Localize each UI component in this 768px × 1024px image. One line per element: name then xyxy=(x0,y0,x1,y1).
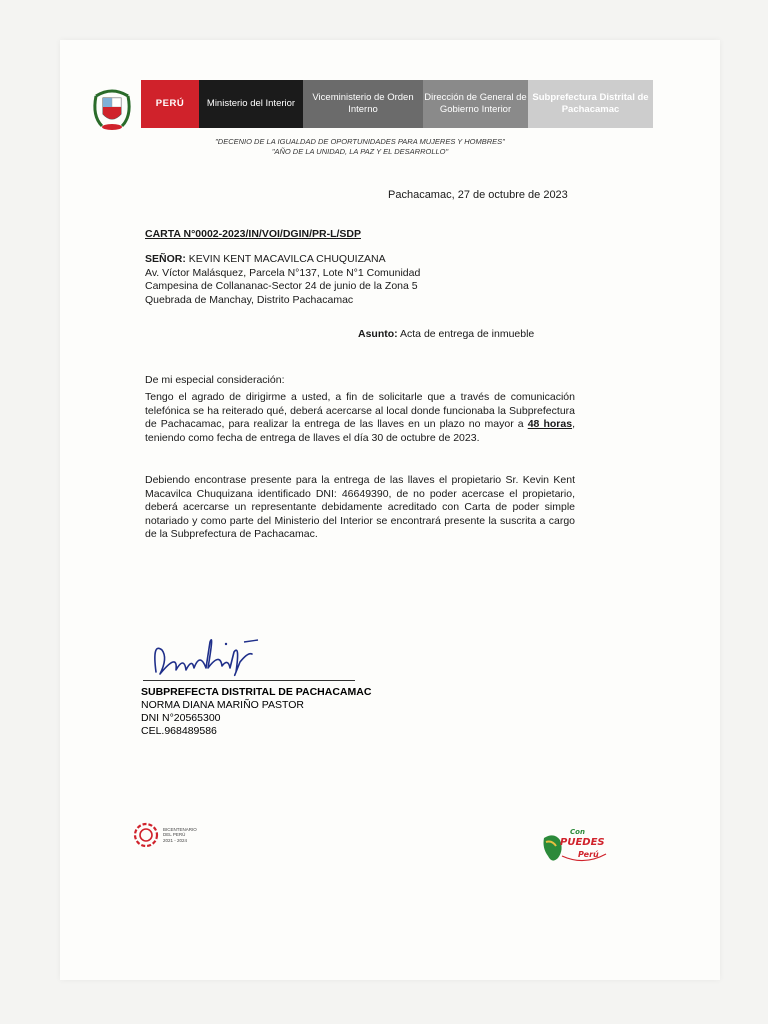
subject-line xyxy=(358,328,534,342)
place-date: Pachacamac, 27 de octubre de 2023 xyxy=(388,189,568,201)
banner-direccion: Dirección de General de Gobierno Interior xyxy=(423,80,528,128)
subject-text: Acta de entrega de inmueble xyxy=(400,328,535,340)
coat-of-arms-icon xyxy=(90,86,134,132)
address-line-3: Quebrada de Manchay, Distrito Pachacamac xyxy=(145,293,354,306)
decenio-line-1: "DECENIO DE LA IGUALDAD DE OPORTUNIDADES PARA MUJERES Y HOMBRES" xyxy=(215,137,505,146)
signer-name: NORMA DIANA MARIÑO PASTOR xyxy=(141,699,304,711)
signature-line xyxy=(143,680,355,681)
paragraph-2: Debiendo encontrase presente para la entrega de las llaves el propietario Sr. Kevin Kent Macavilca Chuquizana identificado DNI: 46649390, de no poder acercase el propietario, deberá acercarse un representante debidamente acreditado con Carta de poder simple notariado y como parte del Ministerio del Interior se encontrará presente la suscrita a cargo de la Subprefectura de Pachacamac. xyxy=(145,474,575,540)
greeting: De mi especial consideración: xyxy=(145,374,285,386)
address-line-2: Campesina de Collananac-Sector 24 de junio de la Zona 5 xyxy=(145,280,418,292)
paragraph-1 xyxy=(145,391,575,445)
header-banner xyxy=(141,80,653,128)
signer-cel: CEL.968489586 xyxy=(141,725,217,737)
bicentenario-icon xyxy=(133,822,159,848)
bicentenario-line-3: 2021 - 2024 xyxy=(163,837,188,843)
bicentenario-line-2: DEL PERÚ xyxy=(163,832,186,838)
p1-bold: 48 horas xyxy=(527,418,573,430)
p1-before: Tengo el agrado de dirigirme a usted, a fin de solicitarle que a través de comunicación telefónica se ha reiterado qué, deberá acercarse al local donde funcionaba la Subprefectura de Pachacamac, para realizar la entrega de las llaves en un plazo no mayor a xyxy=(145,391,575,430)
con-puedes-peru-logo xyxy=(540,826,612,870)
recipient-label: SEÑOR: xyxy=(145,253,186,265)
recipient-block xyxy=(145,253,475,307)
signer-block xyxy=(141,686,371,738)
banner-ministerio: Ministerio del Interior xyxy=(199,80,303,128)
address-line-1: Av. Víctor Malásquez, Parcela N°137, Lote N°1 Comunidad xyxy=(145,266,421,279)
puedes-peru: Perú xyxy=(578,850,599,859)
signature-image xyxy=(148,622,268,684)
letter-reference: CARTA N°0002-2023/IN/VOI/DGIN/PR-L/SDP xyxy=(145,228,361,240)
banner-subprefectura: Subprefectura Distrital de Pachacamac xyxy=(528,80,653,128)
puedes-con: Con xyxy=(570,828,585,836)
banner-viceministerio: Viceministerio de Orden Interno xyxy=(303,80,423,128)
subject-label: Asunto: xyxy=(358,328,398,340)
decenio-header xyxy=(150,137,570,157)
bicentenario-logo xyxy=(133,822,197,848)
p1-after: , teniendo como fecha de entrega de llaves el día 30 de octubre de 2023. xyxy=(145,418,575,444)
decenio-line-2: "AÑO DE LA UNIDAD, LA PAZ Y EL DESARROLLO" xyxy=(271,147,449,156)
signer-dni: DNI N°20565300 xyxy=(141,712,221,724)
recipient-name: KEVIN KENT MACAVILCA CHUQUIZANA xyxy=(188,253,386,265)
banner-peru: PERÚ xyxy=(141,80,199,128)
bicentenario-line-1: BICENTENARIO xyxy=(163,826,197,832)
signer-title: SUBPREFECTA DISTRITAL DE PACHACAMAC xyxy=(141,686,372,698)
puedes-main: PUEDES xyxy=(560,837,605,848)
